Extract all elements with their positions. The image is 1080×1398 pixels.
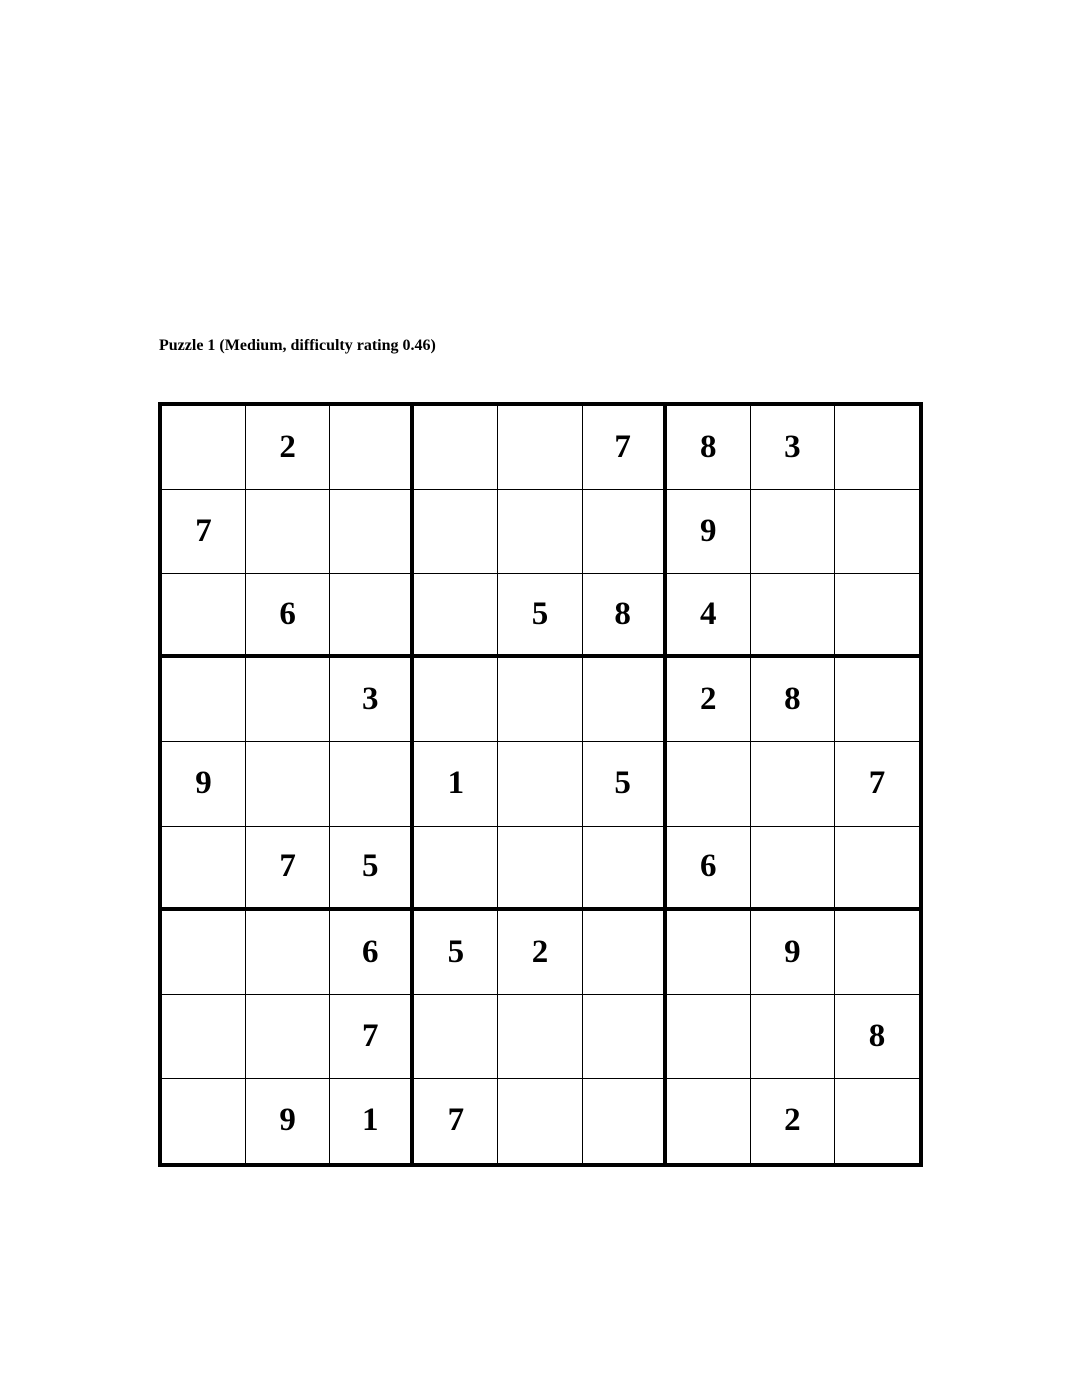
sudoku-cell-r8-c2[interactable] — [246, 995, 330, 1079]
sudoku-cell-r2-c3[interactable] — [330, 490, 414, 574]
sudoku-cell-r1-c1[interactable] — [162, 406, 246, 490]
sudoku-cell-r6-c6[interactable] — [583, 827, 667, 911]
sudoku-cell-r7-c1[interactable] — [162, 911, 246, 995]
sudoku-cell-r3-c8[interactable] — [751, 574, 835, 658]
sudoku-cell-r9-c9[interactable] — [835, 1079, 919, 1163]
sudoku-cell-r3-c1[interactable] — [162, 574, 246, 658]
sudoku-cell-r8-c8[interactable] — [751, 995, 835, 1079]
sudoku-cell-r5-c7[interactable] — [667, 742, 751, 826]
sudoku-cell-r4-c5[interactable] — [498, 658, 582, 742]
sudoku-cell-r1-c4[interactable] — [414, 406, 498, 490]
sudoku-cell-r2-c6[interactable] — [583, 490, 667, 574]
sudoku-cell-r1-c3[interactable] — [330, 406, 414, 490]
sudoku-cell-r7-c5[interactable]: 2 — [498, 911, 582, 995]
sudoku-cell-r2-c1[interactable]: 7 — [162, 490, 246, 574]
sudoku-cell-r6-c3[interactable]: 5 — [330, 827, 414, 911]
sudoku-cell-r6-c8[interactable] — [751, 827, 835, 911]
sudoku-cell-r8-c5[interactable] — [498, 995, 582, 1079]
sudoku-cell-r6-c7[interactable]: 6 — [667, 827, 751, 911]
sudoku-cell-r8-c7[interactable] — [667, 995, 751, 1079]
sudoku-cell-r4-c7[interactable]: 2 — [667, 658, 751, 742]
sudoku-cell-r9-c8[interactable]: 2 — [751, 1079, 835, 1163]
sudoku-cell-r8-c1[interactable] — [162, 995, 246, 1079]
puzzle-title: Puzzle 1 (Medium, difficulty rating 0.46) — [159, 337, 436, 354]
sudoku-cell-r3-c3[interactable] — [330, 574, 414, 658]
sudoku-cell-r5-c6[interactable]: 5 — [583, 742, 667, 826]
sudoku-cell-r3-c9[interactable] — [835, 574, 919, 658]
sudoku-cell-r9-c5[interactable] — [498, 1079, 582, 1163]
sudoku-cell-r4-c8[interactable]: 8 — [751, 658, 835, 742]
sudoku-cell-r2-c4[interactable] — [414, 490, 498, 574]
sudoku-cell-r4-c6[interactable] — [583, 658, 667, 742]
sudoku-cell-r1-c2[interactable]: 2 — [246, 406, 330, 490]
sudoku-cell-r6-c5[interactable] — [498, 827, 582, 911]
sudoku-cell-r1-c7[interactable]: 8 — [667, 406, 751, 490]
sudoku-cell-r7-c8[interactable]: 9 — [751, 911, 835, 995]
sudoku-cell-r3-c2[interactable]: 6 — [246, 574, 330, 658]
sudoku-cell-r7-c2[interactable] — [246, 911, 330, 995]
sudoku-cell-r2-c5[interactable] — [498, 490, 582, 574]
sudoku-cell-r5-c3[interactable] — [330, 742, 414, 826]
sudoku-cell-r8-c9[interactable]: 8 — [835, 995, 919, 1079]
sudoku-cell-r7-c7[interactable] — [667, 911, 751, 995]
sudoku-cell-r4-c4[interactable] — [414, 658, 498, 742]
sudoku-cell-r9-c3[interactable]: 1 — [330, 1079, 414, 1163]
sudoku-cell-r5-c1[interactable]: 9 — [162, 742, 246, 826]
sudoku-cell-r7-c4[interactable]: 5 — [414, 911, 498, 995]
sudoku-cell-r5-c2[interactable] — [246, 742, 330, 826]
sudoku-cell-r8-c4[interactable] — [414, 995, 498, 1079]
sudoku-cell-r2-c7[interactable]: 9 — [667, 490, 751, 574]
sudoku-cell-r3-c6[interactable]: 8 — [583, 574, 667, 658]
sudoku-cell-r8-c6[interactable] — [583, 995, 667, 1079]
sudoku-cell-r4-c2[interactable] — [246, 658, 330, 742]
sudoku-cell-r1-c8[interactable]: 3 — [751, 406, 835, 490]
sudoku-board — [158, 402, 923, 1167]
sudoku-cell-r3-c5[interactable]: 5 — [498, 574, 582, 658]
sudoku-cell-r5-c4[interactable]: 1 — [414, 742, 498, 826]
sudoku-cell-r5-c8[interactable] — [751, 742, 835, 826]
sudoku-cell-r4-c1[interactable] — [162, 658, 246, 742]
sudoku-cell-r1-c5[interactable] — [498, 406, 582, 490]
sudoku-cell-r9-c1[interactable] — [162, 1079, 246, 1163]
sudoku-cell-r7-c6[interactable] — [583, 911, 667, 995]
sudoku-cell-r2-c8[interactable] — [751, 490, 835, 574]
sudoku-cell-r9-c6[interactable] — [583, 1079, 667, 1163]
sudoku-cell-r3-c7[interactable]: 4 — [667, 574, 751, 658]
sudoku-cell-r9-c7[interactable] — [667, 1079, 751, 1163]
sudoku-cell-r9-c2[interactable]: 9 — [246, 1079, 330, 1163]
sudoku-cell-r8-c3[interactable]: 7 — [330, 995, 414, 1079]
sudoku-cell-r6-c9[interactable] — [835, 827, 919, 911]
sudoku-cell-r1-c6[interactable]: 7 — [583, 406, 667, 490]
sudoku-cell-r7-c9[interactable] — [835, 911, 919, 995]
sudoku-cell-r1-c9[interactable] — [835, 406, 919, 490]
sudoku-cell-r4-c3[interactable]: 3 — [330, 658, 414, 742]
sudoku-cell-r6-c2[interactable]: 7 — [246, 827, 330, 911]
sudoku-cell-r3-c4[interactable] — [414, 574, 498, 658]
sudoku-cell-r9-c4[interactable]: 7 — [414, 1079, 498, 1163]
sudoku-cell-r4-c9[interactable] — [835, 658, 919, 742]
sudoku-cell-r2-c2[interactable] — [246, 490, 330, 574]
sudoku-cell-r6-c4[interactable] — [414, 827, 498, 911]
sudoku-cell-r2-c9[interactable] — [835, 490, 919, 574]
sudoku-cell-r5-c5[interactable] — [498, 742, 582, 826]
sudoku-cell-r5-c9[interactable]: 7 — [835, 742, 919, 826]
sudoku-cell-r7-c3[interactable]: 6 — [330, 911, 414, 995]
sudoku-cell-r6-c1[interactable] — [162, 827, 246, 911]
